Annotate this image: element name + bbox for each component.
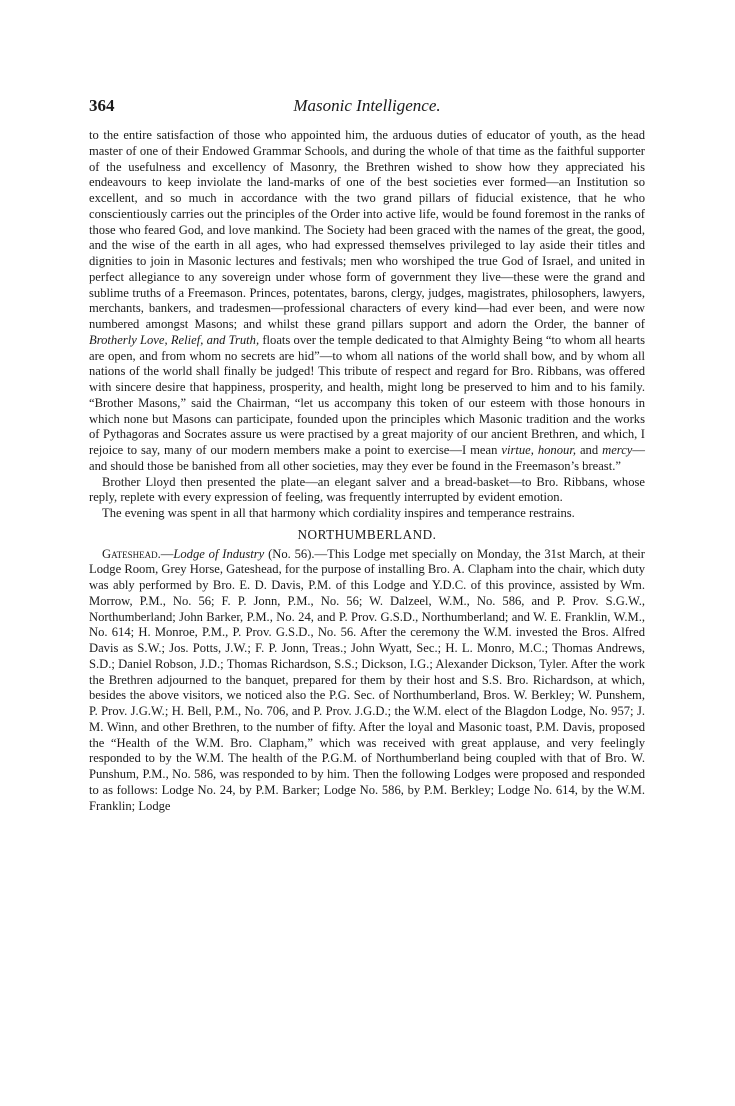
journal-page	[89, 96, 645, 814]
italic-run: virtue, honour,	[501, 443, 576, 457]
paragraph-gateshead	[89, 547, 645, 815]
text-run: to the entire satisfaction of those who appointed him, the arduous duties of educator of youth, as the head master of one of their Endowed Grammar Schools, and during the whole of that time as the faithful supporter of the usefulness and excellency of Masonry, the Brethren wished to show how they appreciated his endeavours to keep inviolate the land-marks of one of the best societies ever formed—an Institution so excellent, and so much in accordance with the two grand pillars of fiducial existence, that he who conscientiously carries out the principles of the Order into active life, would be found foremost in the ranks of those who feared God, and love mankind. The Society had been graced with the names of the great, the good, and the wise of the earth in all ages, who had expressed themselves privileged to lay aside their titles and dignities to join in Masonic lectures and festivals; men who worshiped the true God of Israel, and united in perfect allegiance to any sovereign under whose form of government they live—these were the grand and sublime truths of a Freemason. Princes, potentates, barons, clergy, judges, magistrates, philosophers, lawyers, merchants, bankers, and tradesmen—professional characters of every kind—had ever been, and were now numbered amongst Masons; and whilst these grand pillars support and adorn the Order, the banner of	[89, 128, 645, 331]
text-run: —	[160, 546, 174, 561]
text-run: —and should those be banished from all other societies, may they ever be found in the Freemason’s breast.”	[89, 443, 645, 473]
text-run: (No. 56).—This Lodge met specially on Monday, the 31st March, at their Lodge Room, Grey Horse, Gateshead, for the purpose of installing Bro. A. Clapham into the chair, which duty was ably performed by Bro. E. D. Davis, P.M. of this Lodge and Y.D.C. of this province, assisted by Wm. Morrow, P.M., No. 56; F. P. Jonn, P.M., No. 56; W. Dalzeel, W.M., No. 586, and P. Prov. S.G.W., Northumberland; John Barker, P.M., No. 24, and P. Prov. G.S.D., Northumberland; and W. E. Franklin, W.M., No. 614; H. Monroe, P.M., P. Prov. G.S.D., No. 56. After the ceremony the W.M. invested the Bros. Alfred Davis as S.W.; Jos. Potts, J.W.; F. P. Jonn, Treas.; John Wyatt, Sec.; H. L. Monro, M.C.; Thomas Andrews, S.D.; Daniel Robson, J.D.; Thomas Richardson, S.S.; Dickson, I.G.; Alexander Dickson, Tyler. After the work the Brethren adjourned to the banquet, prepared for them by their host and S.S. Bro. Richardson, at which, besides the above visitors, we noticed also the P.G. Sec. of Northumberland, Bros. W. Berkley; W. Punshem, P. Prov. J.G.W.; H. Bell, P.M., No. 706, and P. Prov. J.G.D.; the W.M. elect of the Blagdon Lodge, No. 957; J. M. Winn, and other Brethren, to the number of fifty. After the loyal and Masonic toast, P.M. Davis, proposed the “Health of the W.M. Bro. Clapham,” which was received with great applause, and very feelingly responded to by the W.M. The health of the P.G.M. of Northumberland being coupled with that of Bro. W. Punshum, P.M., No. 586, was responded to by him. Then the following Lodges were proposed and responded to as follows: Lodge No. 24, by P.M. Barker; Lodge No. 586, by P.M. Berkley; Lodge No. 614, by the W.M. Franklin; Lodge	[89, 546, 646, 813]
section-heading: NORTHUMBERLAND.	[297, 526, 437, 542]
running-title: Masonic Intelligence.	[293, 96, 441, 115]
italic-run: Brotherly Love, Relief, and Truth,	[89, 332, 260, 347]
page-number: 364	[89, 96, 115, 115]
article-body	[89, 128, 645, 814]
text-run: and	[575, 443, 603, 457]
italic-run: mercy	[602, 443, 633, 457]
paragraph-presentation: Brother Lloyd then presented the plate—an elegant salver and a bread-basket—to Bro. Ribbans, whose reply, replete with every expression of feeling, was frequently interrupted by evident emotion.	[89, 474, 645, 505]
paragraph-tribute	[89, 128, 645, 475]
text-run: floats over the temple dedicated to that Almighty Being “to whom all hearts are open, and from whom no secrets are hid”—to whom all nations of the world shall bow, and by whom all nations of the world shall finally be judged! This tribute of respect and regard for Bro. Ribbans, was offered with sincere desire that happiness, prosperity, and health, might long be preserved to him and to his family. “Brother Masons,” said the Chairman, “let us accompany this token of our esteem with those honours in which none but Masons can participate, founded upon the principles which Masonic tradition and the works of Pythagoras and Socrates assure us were practised by a great majority of our ancient Brethren, and which, I rejoice to say, many of our modern members make a point to exercise—I mean	[89, 332, 646, 457]
paragraph-evening: The evening was spent in all that harmony which cordiality inspires and temperance restrains.	[102, 506, 575, 520]
page-header	[89, 96, 645, 120]
place-name: Gateshead.	[102, 546, 161, 561]
lodge-name: Lodge of Industry	[173, 546, 265, 561]
